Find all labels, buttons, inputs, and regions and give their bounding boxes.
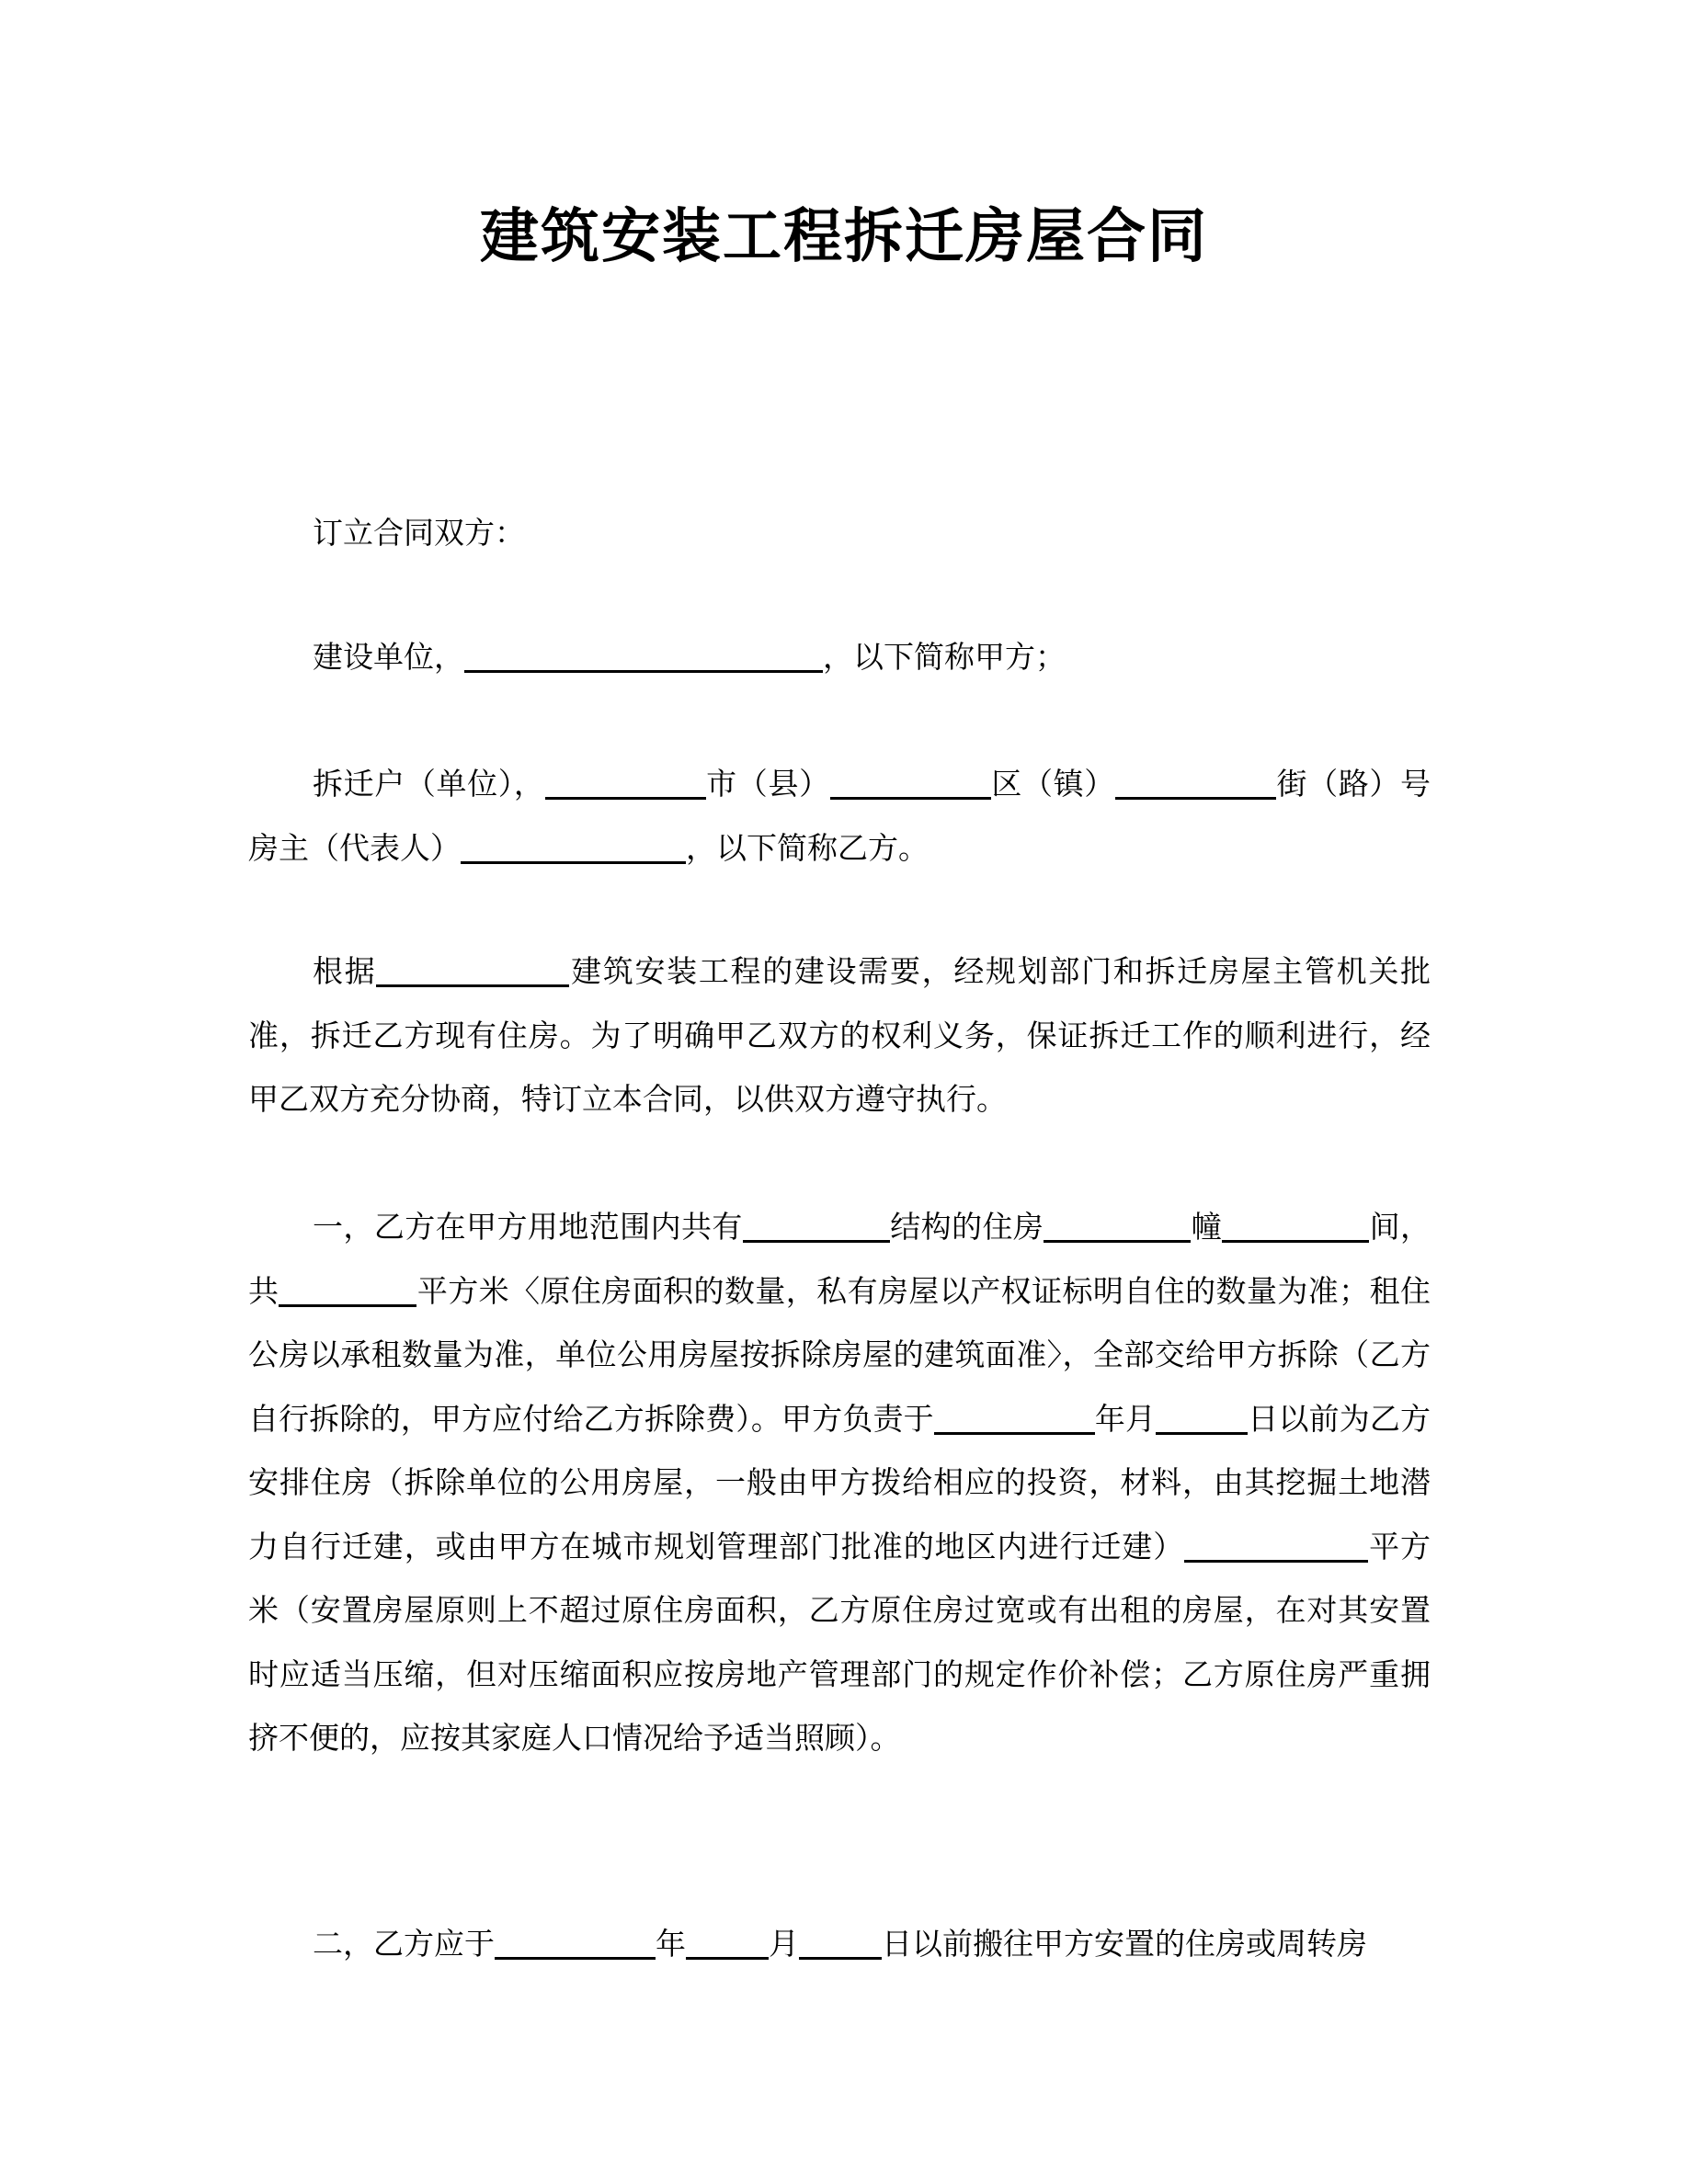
- owner-blank[interactable]: [461, 834, 686, 864]
- clause-1-text-8: 平方米（安置房屋原则上不超过原住房面积，乙方原住房过宽或有出租的房屋，在对其安置时应适当压缩，但对压缩面积应按房地产管理部门的规定作价补偿；乙方原住房严重拥挤不便的，应按其家庭人口情况给予适当照顾）。: [248, 1528, 1431, 1756]
- clause-1-text-4: 间，共: [248, 1209, 1431, 1309]
- party-a-name-blank[interactable]: [464, 643, 823, 673]
- clause-1-text-5: 平方米〈原住房面积的数量，私有房屋以产权证标明自住的数量为准；租住公房以承租数量为准，单位公用房屋按拆除房屋的建筑面准〉，全部交给甲方拆除（乙方自行拆除的，甲方应付给乙方拆除费）。甲方负责于: [248, 1272, 1431, 1437]
- clause-2-paragraph: [248, 1912, 1431, 1976]
- parties-heading: [248, 501, 1431, 565]
- day-blank[interactable]: [1156, 1405, 1248, 1435]
- building-count-blank[interactable]: [1044, 1212, 1191, 1243]
- clause-1-text-6: 年月: [1094, 1400, 1157, 1437]
- preamble-paragraph: [248, 939, 1431, 1132]
- clause-1-paragraph: [248, 1195, 1431, 1770]
- party-a-prefix: 建设单位，: [313, 639, 464, 675]
- preamble-text: 建筑安装工程的建设需要，经规划部门和拆迁房屋主管机关批准，拆迁乙方现有住房。为了明确甲乙双方的权利义务，保证拆迁工作的顺利进行，经甲乙双方充分协商，特订立本合同，以供双方遵守执行。: [248, 953, 1431, 1117]
- move-month-blank[interactable]: [686, 1929, 769, 1960]
- document-title: 建筑安装工程拆迁房屋合同: [480, 203, 1208, 271]
- district-label: 区（镇）: [990, 766, 1115, 802]
- clause-1-text-2: 结构的住房: [889, 1209, 1044, 1245]
- clause-1-text-7: 日以前为乙方安排住房（拆除单位的公用房屋，一般由甲方拨给相应的投资，材料，由其挖掘土地潜力自行迁建，或由甲方在城市规划管理部门批准的地区内进行迁建）: [248, 1400, 1431, 1564]
- clause-1-text-1: 一，乙方在甲方用地范围内共有: [313, 1209, 743, 1245]
- project-name-blank[interactable]: [376, 957, 569, 987]
- resettle-area-blank[interactable]: [1184, 1532, 1368, 1563]
- clause-2-text-2: 年: [656, 1926, 686, 1962]
- owner-label: 号房主（代表人）: [248, 766, 1431, 866]
- party-b-paragraph: [248, 752, 1431, 880]
- room-count-blank[interactable]: [1222, 1212, 1369, 1243]
- street-blank[interactable]: [1115, 769, 1276, 800]
- structure-blank[interactable]: [743, 1212, 890, 1243]
- clause-2-text-1: 二，乙方应于: [313, 1926, 495, 1962]
- area-blank[interactable]: [279, 1277, 416, 1307]
- clause-1-text-3: 幢: [1191, 1209, 1223, 1245]
- clause-2-text-4: 日以前搬往甲方安置的住房或周转房: [882, 1926, 1367, 1962]
- party-a-line: [248, 625, 1431, 689]
- district-blank[interactable]: [830, 769, 991, 800]
- city-blank[interactable]: [545, 769, 706, 800]
- street-label: 街（路）: [1275, 766, 1401, 802]
- move-year-blank[interactable]: [495, 1929, 656, 1960]
- city-label: 市（县）: [705, 766, 830, 802]
- party-a-suffix: ，以下简称甲方；: [823, 639, 1066, 675]
- move-day-blank[interactable]: [799, 1929, 882, 1960]
- party-b-prefix: 拆迁户（单位），: [313, 766, 545, 802]
- party-b-suffix: ，以下简称乙方。: [686, 829, 929, 866]
- year-blank[interactable]: [934, 1405, 1095, 1435]
- parties-heading-text: 订立合同双方：: [313, 515, 525, 551]
- preamble-prefix: 根据: [313, 953, 377, 989]
- clause-2-text-3: 月: [769, 1926, 799, 1962]
